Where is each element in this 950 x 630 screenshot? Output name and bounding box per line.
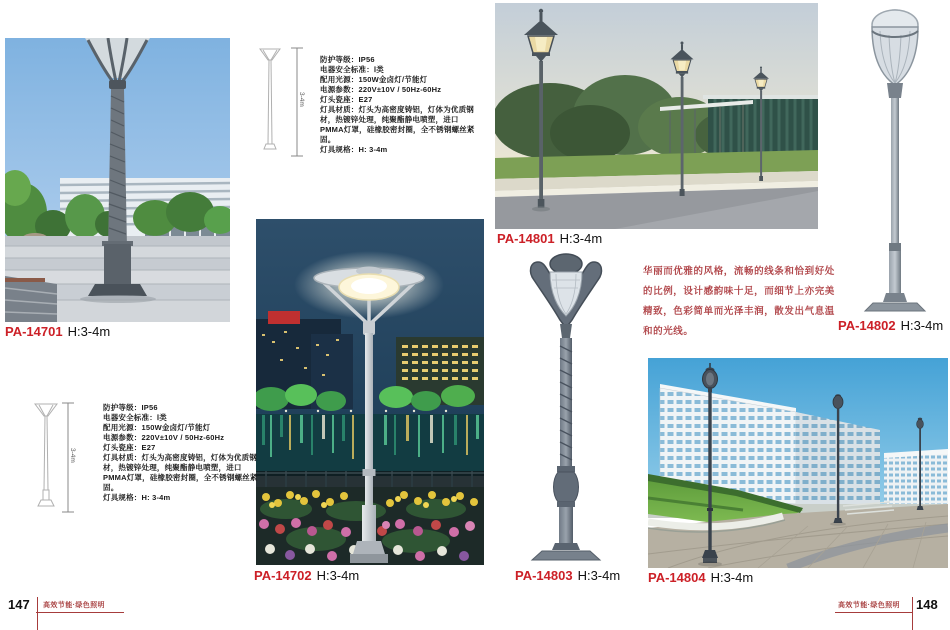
park-scene xyxy=(5,38,230,322)
product-label-pa14801 xyxy=(497,231,602,246)
lamp-base xyxy=(88,284,147,296)
render-pa14803 xyxy=(508,250,638,565)
base-plate xyxy=(532,551,600,560)
model-number: PA-14803 xyxy=(515,568,573,583)
dimension-sketch-top xyxy=(253,44,313,162)
dimension-label: 3-4m xyxy=(298,92,305,107)
render-pa14802-image xyxy=(845,5,945,313)
spec-line: 灯具材质：灯头为高密度铸铝，灯体为优质钢材，热镀锌处理，纯聚酯静电喷塑，进口PMMA灯罩，硅橡胶密封圈，全不锈钢螺丝紧固。 xyxy=(320,105,475,144)
spec-line: 电器安全标准：Ⅰ类 xyxy=(320,65,385,74)
base-flare xyxy=(353,541,385,554)
lamp-outline-drawing xyxy=(30,398,90,518)
height-spec: H:3-4m xyxy=(710,570,754,585)
model-number: PA-14802 xyxy=(838,318,896,333)
campus-scene xyxy=(648,358,948,568)
footer-slogan-right: 高效节能·绿色照明 xyxy=(838,602,900,609)
render-pa14803-image xyxy=(508,250,638,565)
spec-line: 灯具规格：H: 3-4m xyxy=(320,145,388,154)
night-scene xyxy=(256,219,484,565)
description-text: 华丽而优雅的风格，流畅的线条和恰到好处的比例，设计感韵味十足，而细节上亦完美精致，色彩简单而光泽丰润，散发出气息温和的光线。 xyxy=(643,266,835,337)
spec-line: 灯具规格：H: 3-4m xyxy=(103,493,171,502)
spec-block-top xyxy=(320,55,478,155)
product-label-pa14802 xyxy=(838,318,943,333)
dome-cap xyxy=(550,254,582,274)
model-number: PA-14702 xyxy=(254,568,312,583)
spec-line: 灯具材质：灯头为高密度铸铝，灯体为优质钢材，热镀锌处理，纯聚酯静电喷塑，进口PMMA灯罩，硅橡胶密封圈，全不锈钢螺丝紧固。 xyxy=(103,453,258,492)
spec-line: 灯头瓷座：E27 xyxy=(103,443,156,452)
spec-line: 配用光源：150W金卤灯/节能灯 xyxy=(320,75,428,84)
base-flare xyxy=(883,293,907,302)
dimension-label: 3-4m xyxy=(69,448,76,463)
height-spec: H:3-4m xyxy=(67,324,111,339)
lamp-sketch xyxy=(260,49,280,149)
spec-line: 防护等级：IP56 xyxy=(103,403,158,412)
spec-line: 电源参数：220V±10V / 50Hz-60Hz xyxy=(320,85,442,94)
height-spec: H:3-4m xyxy=(559,231,603,246)
photo-pa14702-image xyxy=(256,219,484,565)
render-pa14802 xyxy=(845,5,945,313)
base-plate xyxy=(865,303,925,311)
photo-pa14801-image xyxy=(495,3,818,229)
footer-underline-right xyxy=(835,612,912,613)
dimension-sketch-bottom xyxy=(30,398,90,518)
product-label-pa14701 xyxy=(5,324,110,339)
model-number: PA-14701 xyxy=(5,324,63,339)
height-spec: H:3-4m xyxy=(900,318,944,333)
lamp-sketch xyxy=(35,404,57,506)
spec-line: 电源参数：220V±10V / 50Hz-60Hz xyxy=(103,433,225,442)
lamp-pa14802 xyxy=(865,9,925,311)
footer-divider-left xyxy=(37,597,38,630)
photo-pa14701-image xyxy=(5,38,230,322)
pole xyxy=(891,98,899,244)
photo-pa14702 xyxy=(256,219,484,565)
page-number-right: 148 xyxy=(916,597,938,612)
page-number-left: 147 xyxy=(8,597,30,612)
head-collar xyxy=(887,83,903,98)
street-scene xyxy=(495,3,818,229)
photo-pa14804 xyxy=(648,358,948,568)
height-spec: H:3-4m xyxy=(577,568,621,583)
spec-line: 电器安全标准：Ⅰ类 xyxy=(103,413,168,422)
footer-divider-right xyxy=(912,597,913,630)
head-neck xyxy=(560,324,572,338)
footer-slogan-left: 高效节能·绿色照明 xyxy=(43,602,105,609)
red-sign xyxy=(268,311,300,324)
product-label-pa14803 xyxy=(515,568,620,583)
photo-pa14701 xyxy=(5,38,230,322)
spec-block-bottom xyxy=(103,403,261,503)
baluster xyxy=(554,472,579,502)
spec-line: 防护等级：IP56 xyxy=(320,55,375,64)
product-label-pa14804 xyxy=(648,570,753,585)
twisted-pole xyxy=(560,338,572,468)
height-spec: H:3-4m xyxy=(316,568,360,583)
base-plate xyxy=(350,554,388,563)
steps xyxy=(5,276,57,322)
model-number: PA-14801 xyxy=(497,231,555,246)
spec-line: 配用光源：150W金卤灯/节能灯 xyxy=(103,423,211,432)
photo-pa14801 xyxy=(495,3,818,229)
lamp-pa14803 xyxy=(531,254,602,560)
product-label-pa14702 xyxy=(254,568,359,583)
base-flare xyxy=(552,543,580,550)
photo-pa14804-image xyxy=(648,358,948,568)
footer-underline-left xyxy=(36,612,124,613)
model-number: PA-14804 xyxy=(648,570,706,585)
spec-line: 灯头瓷座：E27 xyxy=(320,95,373,104)
